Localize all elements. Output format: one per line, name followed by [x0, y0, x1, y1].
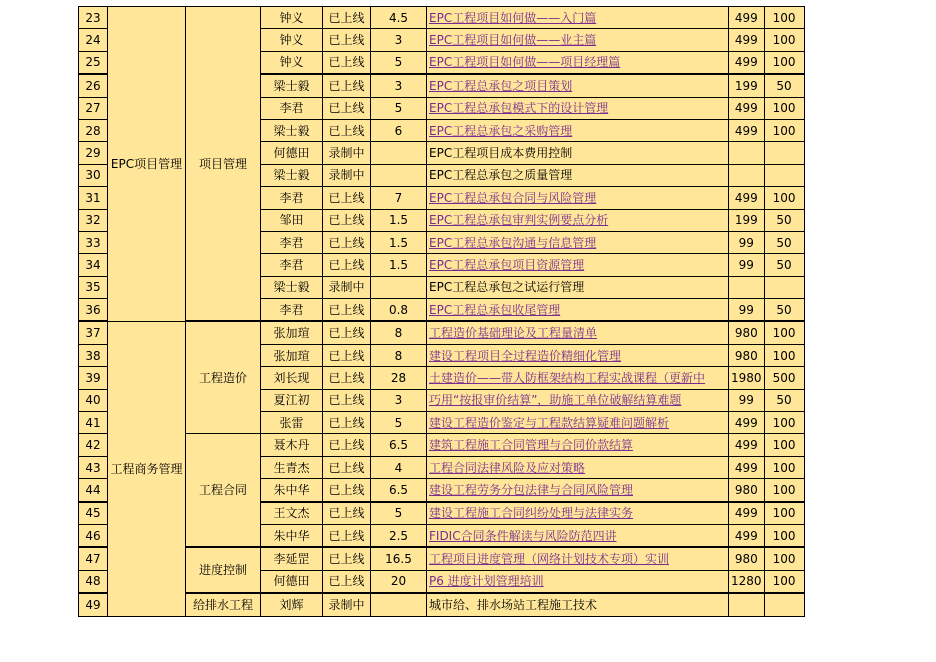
- row-number-cell: 37: [79, 321, 108, 344]
- price-cell: 499: [729, 7, 765, 29]
- hours-cell: [371, 593, 427, 616]
- teacher-cell: 李君: [261, 187, 323, 209]
- sale-price-cell: 50: [764, 299, 804, 322]
- hours-cell: 8: [371, 321, 427, 344]
- price-cell: 199: [729, 209, 765, 231]
- course-title-text: 城市给、排水场站工程施工技术: [429, 597, 598, 612]
- price-cell: 499: [729, 29, 765, 51]
- sale-price-cell: 100: [764, 344, 804, 366]
- price-cell: [729, 142, 765, 164]
- course-title-link[interactable]: EPC工程总承包之项目策划: [429, 78, 573, 93]
- sale-price-cell: 100: [764, 547, 804, 570]
- teacher-cell: 生青杰: [261, 456, 323, 478]
- status-cell: 已上线: [323, 187, 371, 209]
- course-title-cell: [427, 276, 729, 298]
- status-cell: 已上线: [323, 7, 371, 29]
- course-title-cell[interactable]: [427, 570, 729, 593]
- price-cell: 99: [729, 389, 765, 411]
- status-cell: 已上线: [323, 479, 371, 502]
- table-row: [79, 593, 805, 616]
- price-cell: 1980: [729, 367, 765, 389]
- hours-cell: 3: [371, 29, 427, 51]
- teacher-cell: 王文杰: [261, 502, 323, 525]
- status-cell: 已上线: [323, 321, 371, 344]
- price-cell: 99: [729, 299, 765, 322]
- price-cell: [729, 593, 765, 616]
- teacher-cell: 刘长现: [261, 367, 323, 389]
- status-cell: 已上线: [323, 389, 371, 411]
- course-title-link[interactable]: FIDIC合同条件解读与风险防范四讲: [429, 528, 617, 543]
- status-cell: 已上线: [323, 367, 371, 389]
- teacher-cell: 李君: [261, 97, 323, 119]
- hours-cell: 5: [371, 51, 427, 74]
- teacher-cell: 张加瑄: [261, 321, 323, 344]
- course-title-link[interactable]: EPC工程项目如何做——项目经理篇: [429, 55, 621, 70]
- course-title-cell[interactable]: [427, 367, 729, 389]
- course-title-link[interactable]: EPC工程总承包模式下的设计管理: [429, 101, 609, 116]
- course-title-cell[interactable]: [427, 389, 729, 411]
- course-title-link[interactable]: EPC工程项目如何做——业主篇: [429, 33, 597, 48]
- course-title-cell[interactable]: [427, 97, 729, 119]
- row-number-cell: 26: [79, 74, 108, 97]
- subcategory-cell: 工程造价: [186, 321, 261, 433]
- hours-cell: 8: [371, 344, 427, 366]
- sale-price-cell: [764, 593, 804, 616]
- sale-price-cell: 100: [764, 412, 804, 434]
- course-title-link[interactable]: EPC工程项目如何做——入门篇: [429, 10, 597, 25]
- course-title-cell[interactable]: [427, 479, 729, 502]
- row-number-cell: 28: [79, 119, 108, 141]
- hours-cell: 3: [371, 389, 427, 411]
- sale-price-cell: 100: [764, 7, 804, 29]
- course-title-cell[interactable]: [427, 299, 729, 322]
- hours-cell: 3: [371, 74, 427, 97]
- course-title-text: EPC工程项目成本费用控制: [429, 146, 573, 161]
- status-cell: 已上线: [323, 412, 371, 434]
- row-number-cell: 25: [79, 51, 108, 74]
- status-cell: 录制中: [323, 276, 371, 298]
- price-cell: 980: [729, 479, 765, 502]
- status-cell: 已上线: [323, 97, 371, 119]
- course-table: [78, 6, 805, 617]
- course-title-cell[interactable]: [427, 29, 729, 51]
- sale-price-cell: 100: [764, 434, 804, 456]
- sale-price-cell: 100: [764, 479, 804, 502]
- status-cell: 已上线: [323, 456, 371, 478]
- sale-price-cell: [764, 164, 804, 186]
- course-title-link[interactable]: EPC工程总承包合同与风险管理: [429, 190, 597, 205]
- price-cell: 980: [729, 321, 765, 344]
- table-row: [79, 434, 805, 456]
- sale-price-cell: 50: [764, 389, 804, 411]
- sale-price-cell: 100: [764, 524, 804, 547]
- course-title-cell[interactable]: [427, 51, 729, 74]
- course-title-cell[interactable]: [427, 434, 729, 456]
- course-title-cell[interactable]: [427, 7, 729, 29]
- status-cell: 已上线: [323, 502, 371, 525]
- sale-price-cell: 100: [764, 456, 804, 478]
- row-number-cell: 48: [79, 570, 108, 593]
- status-cell: 录制中: [323, 593, 371, 616]
- status-cell: 已上线: [323, 51, 371, 74]
- price-cell: 499: [729, 502, 765, 525]
- row-number-cell: 40: [79, 389, 108, 411]
- sale-price-cell: 50: [764, 254, 804, 276]
- course-title-cell[interactable]: [427, 547, 729, 570]
- course-title-link[interactable]: EPC工程总承包收尾管理: [429, 302, 561, 317]
- hours-cell: 7: [371, 187, 427, 209]
- row-number-cell: 47: [79, 547, 108, 570]
- course-title-cell: [427, 142, 729, 164]
- price-cell: [729, 164, 765, 186]
- price-cell: 499: [729, 524, 765, 547]
- course-title-link[interactable]: 工程造价基础理论及工程量清单: [429, 326, 598, 341]
- status-cell: 已上线: [323, 570, 371, 593]
- teacher-cell: 李君: [261, 254, 323, 276]
- subcategory-cell: 项目管理: [186, 7, 261, 322]
- price-cell: 980: [729, 547, 765, 570]
- teacher-cell: 梁士毅: [261, 119, 323, 141]
- hours-cell: [371, 164, 427, 186]
- teacher-cell: 李君: [261, 299, 323, 322]
- teacher-cell: 何德田: [261, 570, 323, 593]
- price-cell: [729, 276, 765, 298]
- course-title-text: EPC工程总承包之质量管理: [429, 168, 573, 183]
- hours-cell: 4.5: [371, 7, 427, 29]
- teacher-cell: 朱中华: [261, 524, 323, 547]
- sale-price-cell: 100: [764, 321, 804, 344]
- status-cell: 已上线: [323, 434, 371, 456]
- course-title-cell[interactable]: [427, 321, 729, 344]
- course-title-link[interactable]: 工程项目进度管理（网络计划技术专项）实训: [429, 552, 670, 567]
- course-title-cell[interactable]: [427, 502, 729, 525]
- hours-cell: 0.8: [371, 299, 427, 322]
- price-cell: 980: [729, 344, 765, 366]
- row-number-cell: 24: [79, 29, 108, 51]
- category-cell: 工程商务管理: [108, 321, 186, 616]
- teacher-cell: 钟义: [261, 7, 323, 29]
- course-title-link[interactable]: P6 进度计划管理培训: [429, 574, 544, 589]
- course-title-cell[interactable]: [427, 524, 729, 547]
- row-number-cell: 35: [79, 276, 108, 298]
- course-title-cell[interactable]: [427, 231, 729, 253]
- sale-price-cell: 50: [764, 209, 804, 231]
- hours-cell: 28: [371, 367, 427, 389]
- course-title-link[interactable]: 建筑工程施工合同管理与合同价款结算: [429, 438, 634, 453]
- sale-price-cell: 50: [764, 74, 804, 97]
- hours-cell: 5: [371, 97, 427, 119]
- row-number-cell: 27: [79, 97, 108, 119]
- teacher-cell: 钟义: [261, 51, 323, 74]
- teacher-cell: 梁士毅: [261, 276, 323, 298]
- price-cell: 499: [729, 187, 765, 209]
- course-title-link[interactable]: EPC工程总承包项目资源管理: [429, 257, 585, 272]
- hours-cell: 20: [371, 570, 427, 593]
- teacher-cell: 夏江初: [261, 389, 323, 411]
- sale-price-cell: 500: [764, 367, 804, 389]
- row-number-cell: 43: [79, 456, 108, 478]
- price-cell: 499: [729, 119, 765, 141]
- row-number-cell: 46: [79, 524, 108, 547]
- row-number-cell: 42: [79, 434, 108, 456]
- course-title-cell[interactable]: [427, 74, 729, 97]
- teacher-cell: 李君: [261, 231, 323, 253]
- sale-price-cell: 100: [764, 187, 804, 209]
- course-title-link[interactable]: EPC工程总承包审判实例要点分析: [429, 213, 609, 228]
- table-row: [79, 7, 805, 29]
- row-number-cell: 49: [79, 593, 108, 616]
- price-cell: 1280: [729, 570, 765, 593]
- hours-cell: 1.5: [371, 254, 427, 276]
- row-number-cell: 31: [79, 187, 108, 209]
- sale-price-cell: 100: [764, 29, 804, 51]
- teacher-cell: 李延罡: [261, 547, 323, 570]
- subcategory-cell: 工程合同: [186, 434, 261, 547]
- row-number-cell: 36: [79, 299, 108, 322]
- hours-cell: 1.5: [371, 231, 427, 253]
- teacher-cell: 张雷: [261, 412, 323, 434]
- price-cell: 499: [729, 97, 765, 119]
- status-cell: 已上线: [323, 231, 371, 253]
- status-cell: 已上线: [323, 299, 371, 322]
- row-number-cell: 29: [79, 142, 108, 164]
- hours-cell: 5: [371, 502, 427, 525]
- course-title-link[interactable]: 建设工程劳务分包法律与合同风险管理: [429, 482, 634, 497]
- course-title-cell[interactable]: [427, 412, 729, 434]
- hours-cell: 4: [371, 456, 427, 478]
- row-number-cell: 45: [79, 502, 108, 525]
- price-cell: 99: [729, 231, 765, 253]
- hours-cell: [371, 276, 427, 298]
- price-cell: 499: [729, 434, 765, 456]
- sale-price-cell: 50: [764, 231, 804, 253]
- hours-cell: 5: [371, 412, 427, 434]
- course-title-link[interactable]: 建设工程造价鉴定与工程款结算疑难问题解析: [429, 415, 670, 430]
- price-cell: 499: [729, 51, 765, 74]
- teacher-cell: 聂木丹: [261, 434, 323, 456]
- hours-cell: 6.5: [371, 434, 427, 456]
- course-title-link[interactable]: 建设工程项目全过程造价精细化管理: [429, 348, 622, 363]
- status-cell: 录制中: [323, 164, 371, 186]
- course-title-link[interactable]: 巧用“按报审价结算”，助施工单位破解结算难题: [429, 393, 682, 408]
- hours-cell: 1.5: [371, 209, 427, 231]
- course-title-cell[interactable]: [427, 344, 729, 366]
- subcategory-cell: 进度控制: [186, 547, 261, 593]
- row-number-cell: 38: [79, 344, 108, 366]
- teacher-cell: 何德田: [261, 142, 323, 164]
- teacher-cell: 梁士毅: [261, 74, 323, 97]
- row-number-cell: 41: [79, 412, 108, 434]
- price-cell: 499: [729, 412, 765, 434]
- sale-price-cell: 100: [764, 570, 804, 593]
- sale-price-cell: 100: [764, 119, 804, 141]
- status-cell: 已上线: [323, 209, 371, 231]
- row-number-cell: 23: [79, 7, 108, 29]
- row-number-cell: 39: [79, 367, 108, 389]
- row-number-cell: 30: [79, 164, 108, 186]
- price-cell: 499: [729, 456, 765, 478]
- price-cell: 99: [729, 254, 765, 276]
- teacher-cell: 梁士毅: [261, 164, 323, 186]
- course-title-link[interactable]: EPC工程总承包沟通与信息管理: [429, 235, 597, 250]
- status-cell: 已上线: [323, 119, 371, 141]
- status-cell: 已上线: [323, 254, 371, 276]
- sale-price-cell: 100: [764, 502, 804, 525]
- price-cell: 199: [729, 74, 765, 97]
- sale-price-cell: [764, 276, 804, 298]
- sale-price-cell: [764, 142, 804, 164]
- status-cell: 已上线: [323, 29, 371, 51]
- course-title-cell[interactable]: [427, 456, 729, 478]
- hours-cell: 16.5: [371, 547, 427, 570]
- course-title-cell[interactable]: [427, 187, 729, 209]
- teacher-cell: 邹田: [261, 209, 323, 231]
- hours-cell: 6.5: [371, 479, 427, 502]
- sale-price-cell: 100: [764, 51, 804, 74]
- hours-cell: 2.5: [371, 524, 427, 547]
- course-title-cell[interactable]: [427, 254, 729, 276]
- table-row: [79, 547, 805, 570]
- course-title-link[interactable]: 建设工程施工合同纠纷处理与法律实务: [429, 506, 634, 521]
- course-title-cell[interactable]: [427, 119, 729, 141]
- table-row: [79, 321, 805, 344]
- category-cell: EPC项目管理: [108, 7, 186, 322]
- course-title-link[interactable]: 土建造价——带人防框架结构工程实战课程（更新中: [429, 370, 706, 385]
- course-title-cell[interactable]: [427, 209, 729, 231]
- sale-price-cell: 100: [764, 97, 804, 119]
- course-title-text: EPC工程总承包之试运行管理: [429, 280, 585, 295]
- teacher-cell: 钟义: [261, 29, 323, 51]
- subcategory-cell: 给排水工程: [186, 593, 261, 616]
- teacher-cell: 刘辉: [261, 593, 323, 616]
- row-number-cell: 32: [79, 209, 108, 231]
- course-title-link[interactable]: EPC工程总承包之采购管理: [429, 123, 573, 138]
- hours-cell: 6: [371, 119, 427, 141]
- teacher-cell: 张加瑄: [261, 344, 323, 366]
- status-cell: 已上线: [323, 524, 371, 547]
- row-number-cell: 44: [79, 479, 108, 502]
- course-title-cell: [427, 593, 729, 616]
- course-title-link[interactable]: 工程合同法律风险及应对策略: [429, 460, 586, 475]
- teacher-cell: 朱中华: [261, 479, 323, 502]
- hours-cell: [371, 142, 427, 164]
- status-cell: 已上线: [323, 547, 371, 570]
- row-number-cell: 33: [79, 231, 108, 253]
- status-cell: 录制中: [323, 142, 371, 164]
- row-number-cell: 34: [79, 254, 108, 276]
- status-cell: 已上线: [323, 74, 371, 97]
- course-title-cell: [427, 164, 729, 186]
- status-cell: 已上线: [323, 344, 371, 366]
